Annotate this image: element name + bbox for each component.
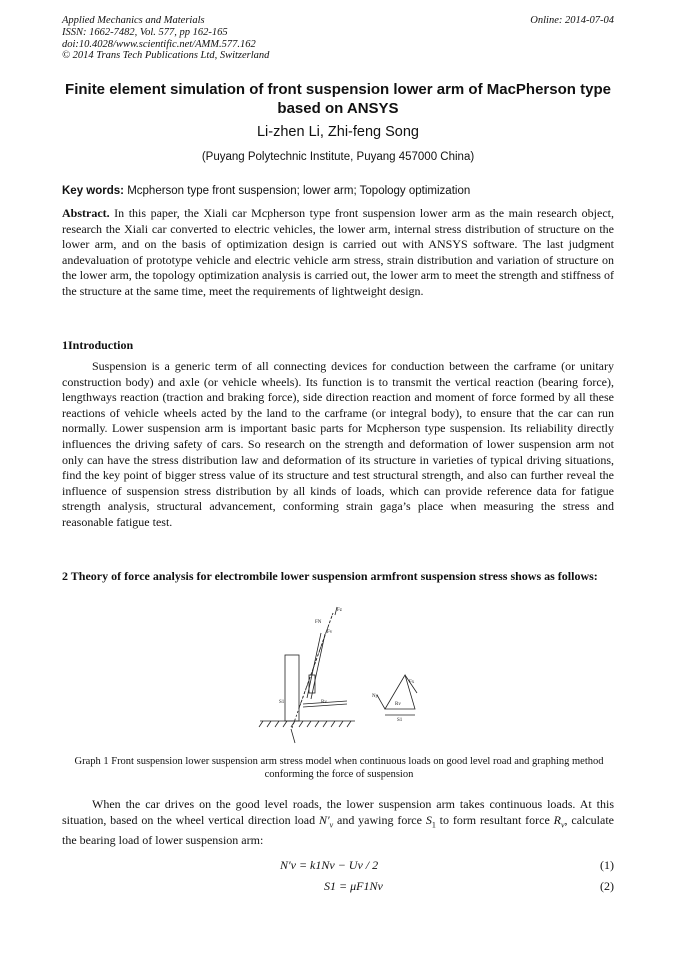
svg-text:Fv: Fv bbox=[327, 630, 333, 635]
para-text-b: and yawing force bbox=[333, 812, 426, 827]
section-1-paragraph: Suspension is a generic term of all connecting devices for conduction between the carframe (or unitary construction body) and axle (or vehicle wheels). Its function is to transmit the vertical reaction (bearing force), lengthways reaction (traction and braking force), side direction reaction and moment of force formed by all these reactions of vehicle wheels acted by the land to the carframe (or integral body), to ensure that the car can run normally. Lower suspension arm is important basic parts for Mcpherson type suspension. Its reliability directly influences the driving safety of cars. So research on the strength and deformation of lower suspension arm not only can have the stress distribution law and deformation of its structure in varieties of typical driving situations, find the key point of bigger stress value of its structure and test structural strength, and also can further reveal the influence of suspension stress distribution by all kinds of loads, which can provide reference data for fatigue strength analysis, structural advancement, conforming strain gaga’s place when measuring the stress and reasonable fatigue test. bbox=[62, 359, 614, 529]
authors: Li-zhen Li, Zhi-feng Song bbox=[256, 124, 419, 140]
abstract bbox=[62, 206, 614, 300]
svg-text:Ny: Ny bbox=[372, 694, 379, 699]
symbol-nv-prime: N′ bbox=[318, 812, 330, 827]
svg-text:S1: S1 bbox=[397, 718, 403, 723]
para-text-c: to form resultant force bbox=[435, 812, 554, 827]
svg-text:Rv: Rv bbox=[321, 700, 327, 705]
section-1-heading: 1Introduction bbox=[62, 338, 134, 352]
keywords-text: Mcpherson type front suspension; lower arm; Topology optimization bbox=[124, 185, 471, 197]
symbol-s1-sub: 1 bbox=[431, 819, 436, 829]
symbol-rv: R bbox=[553, 812, 561, 827]
issn: ISSN: 1662-7482, Vol. 577, pp 162-165 bbox=[62, 26, 228, 38]
suspension-force-diagram bbox=[255, 603, 425, 748]
online-date: Online: 2014-07-04 bbox=[530, 15, 614, 26]
paper-title: Finite element simulation of front suspension lower arm of MacPherson type based on ANSYS bbox=[65, 81, 611, 117]
para-text-a: When the car drives on the good level roads, the lower suspension arm takes continuous loads. At this situation, based on the wheel vertical direction load bbox=[62, 797, 614, 827]
equation-2-expr: S1 = μF1Nv bbox=[324, 879, 383, 893]
keywords-label: Key words: bbox=[62, 185, 124, 197]
section-2-heading: 2 Theory of force analysis for electrombile lower suspension armfront suspension stress shows as follows: bbox=[62, 569, 598, 583]
affiliation: (Puyang Polytechnic Institute, Puyang 457000 China) bbox=[201, 151, 475, 163]
keywords bbox=[62, 185, 614, 197]
svg-text:FN: FN bbox=[315, 620, 322, 625]
abstract-text: In this paper, the Xiali car Mcpherson type front suspension lower arm as the main research object, research the Xiali car converted to electric vehicles, the lower arm, internal stress distribution of structure on the lower arm, and on the basis of optimization design is carried out with ANSYS software. The last judgment andevaluation of prototype vehicle and electric vehicle arm stress, strain distribution and variation of structure on the lower arm, the topology optimization analysis is carried out, the lower arm to meet the strength and stiffness of the structure at the same time, meet the requirements of lightweight design. bbox=[62, 206, 614, 298]
para-text-d: , calculate the bearing load of lower suspension arm: bbox=[62, 812, 615, 847]
journal-name: Applied Mechanics and Materials bbox=[62, 15, 205, 26]
copyright: © 2014 Trans Tech Publications Ltd, Switzerland bbox=[62, 50, 270, 62]
symbol-rv-sub: v bbox=[560, 819, 565, 829]
abstract-label: Abstract. bbox=[62, 206, 110, 220]
symbol-s1: S bbox=[425, 812, 432, 827]
svg-text:Rv: Rv bbox=[395, 702, 401, 707]
figure-caption: Graph 1 Front suspension lower suspension arm stress model when continuous loads on good level road and graphing method conforming the force of suspension bbox=[74, 756, 604, 780]
equation-1-expr: N′v = k1Nv − Uv / 2 bbox=[280, 858, 379, 872]
section-2-paragraph bbox=[62, 797, 614, 848]
svg-text:S1: S1 bbox=[279, 700, 285, 705]
equation-2-number: (2) bbox=[600, 879, 614, 893]
svg-text:Fz: Fz bbox=[337, 608, 342, 613]
equation-1-number: (1) bbox=[600, 858, 614, 872]
journal-header bbox=[62, 15, 269, 62]
doi: doi:10.4028/www.scientific.net/AMM.577.162 bbox=[62, 38, 256, 50]
symbol-nv-sub: v bbox=[329, 819, 334, 829]
svg-text:Fx: Fx bbox=[409, 680, 415, 685]
